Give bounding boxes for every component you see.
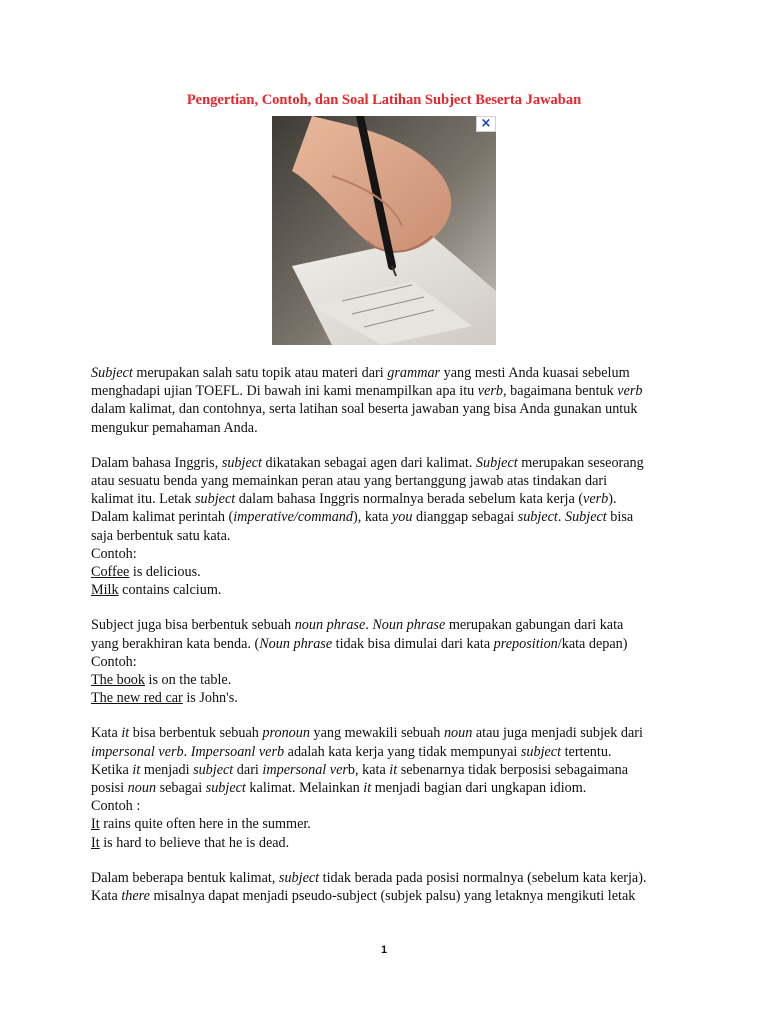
term: subject xyxy=(278,869,320,886)
text: b, kata xyxy=(347,761,390,778)
underlined-subject: It xyxy=(91,834,100,851)
text: menghadapi ujian TOEFL. Di bawah ini kami menampilkan apa itu xyxy=(91,383,478,400)
underlined-subject: Coffee xyxy=(91,564,130,581)
term: preposition xyxy=(493,635,558,652)
term: verb xyxy=(477,383,504,400)
text: is on the table. xyxy=(144,672,232,689)
underlined-subject: Milk xyxy=(91,582,119,599)
text: adalah kata kerja yang tidak mempunyai xyxy=(284,743,521,760)
underlined-subject: The book xyxy=(91,672,145,689)
term: subject xyxy=(205,780,246,797)
text: dikatakan sebagai agen dari kalimat. xyxy=(262,454,476,471)
paragraph-subject-definition xyxy=(91,454,691,600)
paragraph-pseudo-subject xyxy=(91,869,691,905)
text: is John's. xyxy=(182,690,238,707)
example-sentence xyxy=(91,581,691,599)
document-body xyxy=(91,364,691,922)
text: atau sesuatu benda yang memainkan peran atau yang bertanggung jawab atas tindakan dari xyxy=(91,473,608,490)
text: is delicious. xyxy=(129,564,201,581)
text: . xyxy=(557,509,565,526)
term: subject xyxy=(195,491,236,508)
text: posisi xyxy=(91,780,128,797)
text: ), kata xyxy=(353,509,392,526)
text: menjadi xyxy=(140,761,194,778)
term: noun xyxy=(127,780,157,797)
term: imperative/command xyxy=(233,509,353,526)
term: pronoun xyxy=(262,725,310,742)
text: saja berbentuk satu kata. xyxy=(91,527,231,544)
example-sentence xyxy=(91,834,691,852)
text: . xyxy=(183,743,191,760)
example-sentence xyxy=(91,563,691,581)
text: dianggap sebagai xyxy=(412,509,518,526)
text: bisa xyxy=(606,509,634,526)
text: merupakan seseorang xyxy=(517,454,644,471)
example-label: Contoh : xyxy=(91,798,141,815)
text: tertentu. xyxy=(561,743,612,760)
text: sebagai xyxy=(156,780,206,797)
text: menjadi bagian dari ungkapan idiom. xyxy=(371,780,587,797)
term: there xyxy=(121,888,150,905)
text: sebenarnya tidak berposisi sebagaimana xyxy=(397,761,629,778)
text: dalam kalimat, dan contohnya, serta latihan soal beserta jawaban yang bisa Anda gunakan untuk xyxy=(91,401,638,418)
document-title: Pengertian, Contoh, dan Soal Latihan Subject Beserta Jawaban xyxy=(186,92,582,108)
term: grammar xyxy=(387,365,441,381)
text: yang mewakili sebuah xyxy=(309,725,444,742)
paragraph-noun-phrase xyxy=(91,616,691,707)
text: Subject juga bisa berbentuk sebuah xyxy=(91,617,295,634)
text: dalam bahasa Inggris normalnya berada sebelum kata kerja ( xyxy=(235,491,584,508)
example-label: Contoh: xyxy=(91,653,137,670)
example-sentence xyxy=(91,689,691,707)
text: kalimat itu. Letak xyxy=(91,491,196,508)
text: atau juga menjadi subjek dari xyxy=(472,725,643,742)
example-sentence xyxy=(91,671,691,689)
text: misalnya dapat menjadi pseudo-subject (subjek palsu) yang letaknya mengikuti letak xyxy=(149,888,636,905)
term: Subject xyxy=(564,509,607,526)
text: mengukur pemahaman Anda. xyxy=(91,419,258,436)
paragraph-pronoun-it xyxy=(91,724,691,851)
term: subject xyxy=(517,509,558,526)
term: verb xyxy=(617,383,643,400)
paragraph-intro xyxy=(91,364,691,437)
text: ). xyxy=(608,491,617,508)
text: dari xyxy=(233,761,263,778)
text: Ketika xyxy=(91,761,133,778)
text: /kata depan) xyxy=(557,635,628,652)
term: Impersoanl verb xyxy=(190,743,285,760)
text: . xyxy=(365,617,373,634)
underlined-subject: It xyxy=(91,816,100,833)
term: subject xyxy=(193,761,234,778)
text: merupakan salah satu topik atau materi dari xyxy=(132,365,388,381)
term: Noun phrase xyxy=(259,635,333,652)
term: Subject xyxy=(475,454,518,471)
term: it xyxy=(121,725,130,742)
underlined-subject: The new red car xyxy=(91,690,183,707)
example-label: Contoh: xyxy=(91,545,137,562)
text: merupakan gabungan dari kata xyxy=(445,617,624,634)
term: impersonal ver xyxy=(262,761,348,778)
term: noun phrase xyxy=(294,617,366,634)
term: it xyxy=(389,761,398,778)
text: is hard to believe that he is dead. xyxy=(99,834,290,851)
term: Subject xyxy=(91,365,133,381)
term: you xyxy=(392,509,413,526)
text: Dalam bahasa Inggris, xyxy=(91,454,222,471)
term: noun xyxy=(443,725,473,742)
term: subject xyxy=(221,454,262,471)
text: Kata xyxy=(91,888,122,905)
term: impersonal verb xyxy=(91,743,184,760)
broken-image-icon: × xyxy=(476,116,496,132)
term: subject xyxy=(520,743,562,760)
text: Dalam beberapa bentuk kalimat, xyxy=(91,869,279,886)
text: tidak bisa dimulai dari kata xyxy=(332,635,494,652)
text: yang berakhiran kata benda. ( xyxy=(91,635,260,652)
text: tidak berada pada posisi normalnya (sebelum kata kerja). xyxy=(319,869,647,886)
text: rains quite often here in the summer. xyxy=(99,816,311,833)
text: bisa berbentuk sebuah xyxy=(129,725,263,742)
term: it xyxy=(363,780,372,797)
hand-writing-photo xyxy=(272,116,496,345)
text: kalimat. Melainkan xyxy=(245,780,364,797)
term: verb xyxy=(583,491,609,508)
page-number: 1 xyxy=(380,944,388,956)
text: , bagaimana bentuk xyxy=(503,383,618,400)
text: yang mesti Anda kuasai sebelum xyxy=(440,365,630,381)
term: it xyxy=(132,761,141,778)
text: Dalam kalimat perintah ( xyxy=(91,509,234,526)
term: Noun phrase xyxy=(372,617,446,634)
text: Kata xyxy=(91,725,122,742)
example-sentence xyxy=(91,815,691,833)
text: contains calcium. xyxy=(118,582,222,599)
